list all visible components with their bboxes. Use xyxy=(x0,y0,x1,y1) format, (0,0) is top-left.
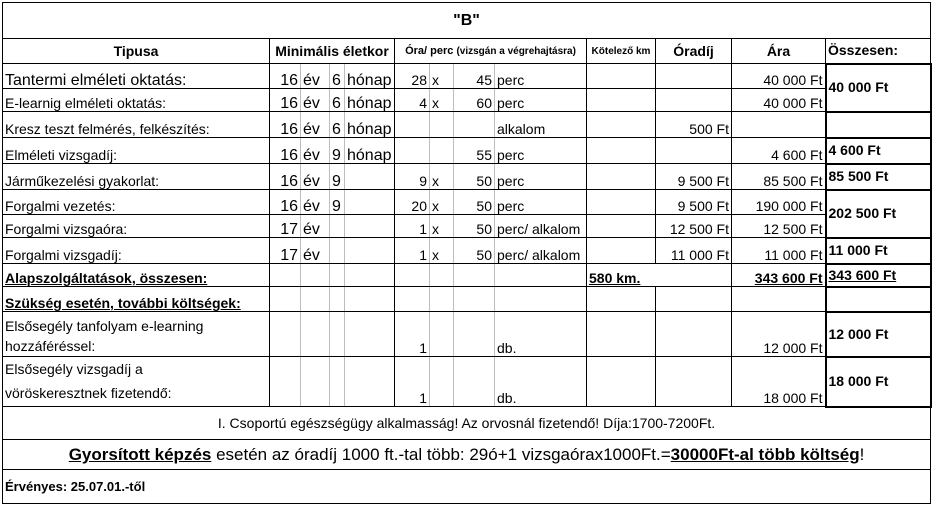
extra-title: Szükség esetén, további költségek: xyxy=(3,287,270,312)
row-months: 9 xyxy=(330,190,345,215)
row-unit: perc/ alkalom xyxy=(495,238,587,264)
row-count xyxy=(395,138,430,164)
table-row xyxy=(3,215,931,238)
extra-count: 1 xyxy=(395,357,430,407)
row-unit: perc/ alkalom xyxy=(495,215,587,238)
total-empty xyxy=(826,112,931,138)
extra-row xyxy=(3,357,931,407)
table-row xyxy=(3,164,931,190)
row-age-unit: év xyxy=(301,89,330,112)
extra-name-line1: Elsősegély tanfolyam e-learning xyxy=(5,318,204,334)
row-hourly: 500 Ft xyxy=(656,112,732,138)
row-count xyxy=(395,112,430,138)
total-handling: 85 500 Ft xyxy=(826,164,931,190)
table-row xyxy=(3,138,931,164)
row-months-unit xyxy=(345,164,395,190)
row-unit: perc xyxy=(495,164,587,190)
table-row xyxy=(3,112,931,138)
row-months-unit: hónap xyxy=(345,89,395,112)
row-minutes: 60 xyxy=(454,89,495,112)
row-hourly: 9 500 Ft xyxy=(656,190,732,215)
row-x: x xyxy=(430,164,454,190)
page-title: "B" xyxy=(3,3,931,39)
row-price: 190 000 Ft xyxy=(732,190,826,215)
row-count: 20 xyxy=(395,190,430,215)
fast-track-text: esetén az óradíj 1000 ft.-tal több: 29ó+1 vizsgaórax1000Ft.= xyxy=(211,445,671,464)
row-age: 16 xyxy=(270,138,301,164)
row-km xyxy=(587,138,656,164)
row-name: Forgalmi vezetés: xyxy=(3,190,270,215)
row-age-unit: év xyxy=(301,215,330,238)
row-x xyxy=(430,138,454,164)
extra-total: 12 000 Ft xyxy=(826,312,931,357)
row-name: Tantermi elméleti oktatás: xyxy=(3,64,270,89)
fast-track-extra-cost: 30000Ft-al több költség xyxy=(670,445,860,464)
extra-price: 18 000 Ft xyxy=(732,357,826,407)
total-exam-fee: 4 600 Ft xyxy=(826,138,931,164)
row-name: Forgalmi vizsgaóra: xyxy=(3,215,270,238)
row-minutes: 50 xyxy=(454,164,495,190)
row-months-unit xyxy=(345,190,395,215)
header-price: Ára xyxy=(732,39,826,64)
row-age-unit: év xyxy=(301,238,330,264)
row-km xyxy=(587,112,656,138)
row-price: 40 000 Ft xyxy=(732,64,826,89)
row-x: x xyxy=(430,215,454,238)
row-unit: perc xyxy=(495,89,587,112)
table-row xyxy=(3,238,931,264)
row-unit: perc xyxy=(495,138,587,164)
header-min-age: Minimális életkor xyxy=(270,39,395,64)
table-row xyxy=(3,64,931,89)
row-count: 1 xyxy=(395,238,430,264)
row-km xyxy=(587,164,656,190)
row-hourly: 12 500 Ft xyxy=(656,215,732,238)
row-hourly: 9 500 Ft xyxy=(656,164,732,190)
row-hourly: 11 000 Ft xyxy=(656,238,732,264)
row-price: 12 500 Ft xyxy=(732,215,826,238)
row-name: E-learnig elméleti oktatás: xyxy=(3,89,270,112)
table-row xyxy=(3,89,931,112)
row-count: 28 xyxy=(395,64,430,89)
row-minutes xyxy=(454,112,495,138)
row-x: x xyxy=(430,89,454,112)
row-km xyxy=(587,238,656,264)
extra-name-line2: hozzáféréssel: xyxy=(5,338,96,354)
extra-unit: db. xyxy=(495,312,587,357)
header-hourly: Óradíj xyxy=(656,39,732,64)
row-km xyxy=(587,64,656,89)
row-minutes: 50 xyxy=(454,190,495,215)
row-name: Járműkezelési gyakorlat: xyxy=(3,164,270,190)
row-count: 9 xyxy=(395,164,430,190)
row-price: 40 000 Ft xyxy=(732,89,826,112)
row-minutes: 50 xyxy=(454,238,495,264)
valid-from: Érvényes: 25.07.01.-től xyxy=(3,470,931,504)
header-total: Összesen: xyxy=(826,39,931,64)
total-exam: 11 000 Ft xyxy=(826,238,931,264)
total-theory: 40 000 Ft xyxy=(826,64,931,112)
header-type: Tipusa xyxy=(3,39,270,64)
row-price: 4 600 Ft xyxy=(732,138,826,164)
row-name: Elméleti vizsgadíj: xyxy=(3,138,270,164)
row-price: 85 500 Ft xyxy=(732,164,826,190)
row-age: 16 xyxy=(270,112,301,138)
base-sum-total: 343 600 Ft xyxy=(826,264,931,287)
header-km: Kötelező km xyxy=(587,39,656,64)
header-hours-note: (vizsgán a végrehajtásra) xyxy=(456,45,576,57)
row-months: 9 xyxy=(330,138,345,164)
row-months: 6 xyxy=(330,64,345,89)
row-count: 1 xyxy=(395,215,430,238)
row-name: Kresz teszt felmérés, felkészítés: xyxy=(3,112,270,138)
row-hourly xyxy=(656,138,732,164)
row-minutes: 55 xyxy=(454,138,495,164)
row-age: 16 xyxy=(270,89,301,112)
base-sum-price: 343 600 Ft xyxy=(732,264,826,287)
row-age-unit: év xyxy=(301,112,330,138)
extra-header-row xyxy=(3,287,931,312)
row-price xyxy=(732,112,826,138)
row-months-unit: hónap xyxy=(345,112,395,138)
row-hourly xyxy=(656,89,732,112)
table-row xyxy=(3,190,931,215)
price-table xyxy=(2,2,932,504)
row-age-unit: év xyxy=(301,64,330,89)
row-age-unit: év xyxy=(301,138,330,164)
base-sum-km: 580 km. xyxy=(587,264,732,287)
row-age: 17 xyxy=(270,238,301,264)
row-months-unit: hónap xyxy=(345,64,395,89)
fast-track-label: Gyorsított képzés xyxy=(68,445,212,464)
fast-track-end: ! xyxy=(859,445,865,464)
row-x xyxy=(430,112,454,138)
base-sum-row xyxy=(3,264,931,287)
row-months-unit xyxy=(345,215,395,238)
extra-name xyxy=(3,312,270,357)
row-age: 16 xyxy=(270,64,301,89)
extra-count: 1 xyxy=(395,312,430,357)
extra-row xyxy=(3,312,931,357)
health-note: I. Csoportú egészségügy alkalmasság! Az orvosnál fizetendő! Díja:1700-7200Ft. xyxy=(3,407,931,440)
extra-unit: db. xyxy=(495,357,587,407)
row-km xyxy=(587,89,656,112)
row-unit: perc xyxy=(495,190,587,215)
row-months xyxy=(330,215,345,238)
extra-name-line1: Elsősegély vizsgadíj a xyxy=(5,361,143,377)
row-age: 16 xyxy=(270,164,301,190)
row-unit: perc xyxy=(495,64,587,89)
extra-name xyxy=(3,357,270,407)
header-hours xyxy=(395,39,587,64)
row-price: 11 000 Ft xyxy=(732,238,826,264)
extra-price: 12 000 Ft xyxy=(732,312,826,357)
row-minutes: 45 xyxy=(454,64,495,89)
row-months-unit xyxy=(345,238,395,264)
base-sum-label: Alapszolgáltatások, összesen: xyxy=(3,264,270,287)
row-hourly xyxy=(656,64,732,89)
header-hours-label: Óra/ perc xyxy=(405,44,454,57)
total-driving: 202 500 Ft xyxy=(826,190,931,238)
row-x: x xyxy=(430,190,454,215)
row-age-unit: év xyxy=(301,190,330,215)
row-months xyxy=(330,238,345,264)
row-age: 16 xyxy=(270,190,301,215)
row-x: x xyxy=(430,64,454,89)
row-count: 4 xyxy=(395,89,430,112)
row-km xyxy=(587,215,656,238)
row-months-unit: hónap xyxy=(345,138,395,164)
row-x: x xyxy=(430,238,454,264)
extra-total: 18 000 Ft xyxy=(826,357,931,407)
row-unit: alkalom xyxy=(495,112,587,138)
fast-track-note xyxy=(3,440,931,470)
row-age-unit: év xyxy=(301,164,330,190)
row-months: 6 xyxy=(330,89,345,112)
row-km xyxy=(587,190,656,215)
row-months: 9 xyxy=(330,164,345,190)
row-minutes: 50 xyxy=(454,215,495,238)
row-months: 6 xyxy=(330,112,345,138)
extra-name-line2: vöröskeresztnek fizetendő: xyxy=(5,385,172,401)
row-name: Forgalmi vizsgadíj: xyxy=(3,238,270,264)
row-age: 17 xyxy=(270,215,301,238)
